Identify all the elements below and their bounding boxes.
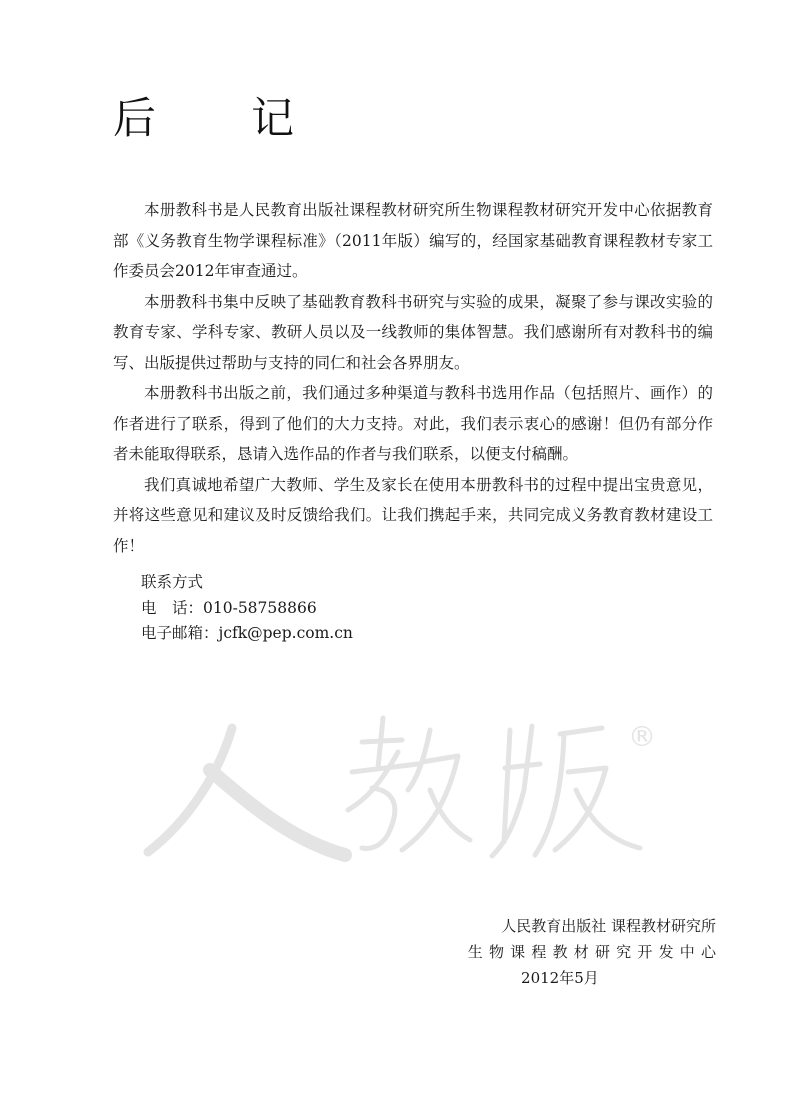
paragraph-2: 本册教科书集中反映了基础教育教科书研究与实验的成果，凝聚了参与课改实验的教育专家、学科专家、教研人员以及一线教师的集体智慧。我们感谢所有对教科书的编写、出版提供过帮助与支持的同仁和社会各界朋友。 [113, 292, 713, 372]
paragraph-1: 本册教科书是人民教育出版社课程教材研究所生物课程教材研究开发中心依据教育部《义务教育生物学课程标准》（2011年版）编写的，经国家基础教育课程教材专家工作委员会2012年审查通过。 [113, 201, 713, 280]
paragraph-4: 我们真诚地希望广大教师、学生及家长在使用本册教科书的过程中提出宝贵意见，并将这些意见和建议及时反馈给我们。让我们携起手来，共同完成义务教育教材建设工作！ [113, 475, 713, 555]
registered-mark: ® [628, 720, 656, 753]
phone-label-part2: 话： [171, 598, 203, 617]
phone-row [141, 596, 353, 622]
contact-info [141, 570, 353, 647]
publisher-center: 生物课程教材研究开发中心 [467, 943, 723, 961]
page-title: 后 记 [113, 94, 320, 144]
phone-label [141, 596, 203, 622]
publication-date: 2012年5月 [521, 969, 599, 987]
phone-number: 010-58758866 [203, 598, 317, 617]
paragraph-3: 本册教科书出版之前，我们通过多种渠道与教科书选用作品（包括照片、画作）的作者进行了联系，得到了他们的大力支持。对此，我们表示衷心的感谢！但仍有部分作者未能取得联系，恳请入选作品的作者与我们联系，以便支付稿酬。 [113, 384, 713, 463]
publisher-institute: 人民教育出版社 课程教材研究所 [501, 917, 716, 935]
email-address: jcfk@pep.com.cn [218, 624, 353, 642]
email-label: 电子邮箱： [141, 624, 219, 642]
afterword-body [113, 195, 713, 561]
publisher-signoff [467, 913, 723, 991]
publisher-logo-watermark [140, 690, 660, 880]
contact-heading-row [141, 570, 353, 596]
phone-label-part1: 电 [141, 598, 157, 617]
email-row [141, 621, 353, 647]
contact-heading: 联系方式 [141, 573, 204, 591]
